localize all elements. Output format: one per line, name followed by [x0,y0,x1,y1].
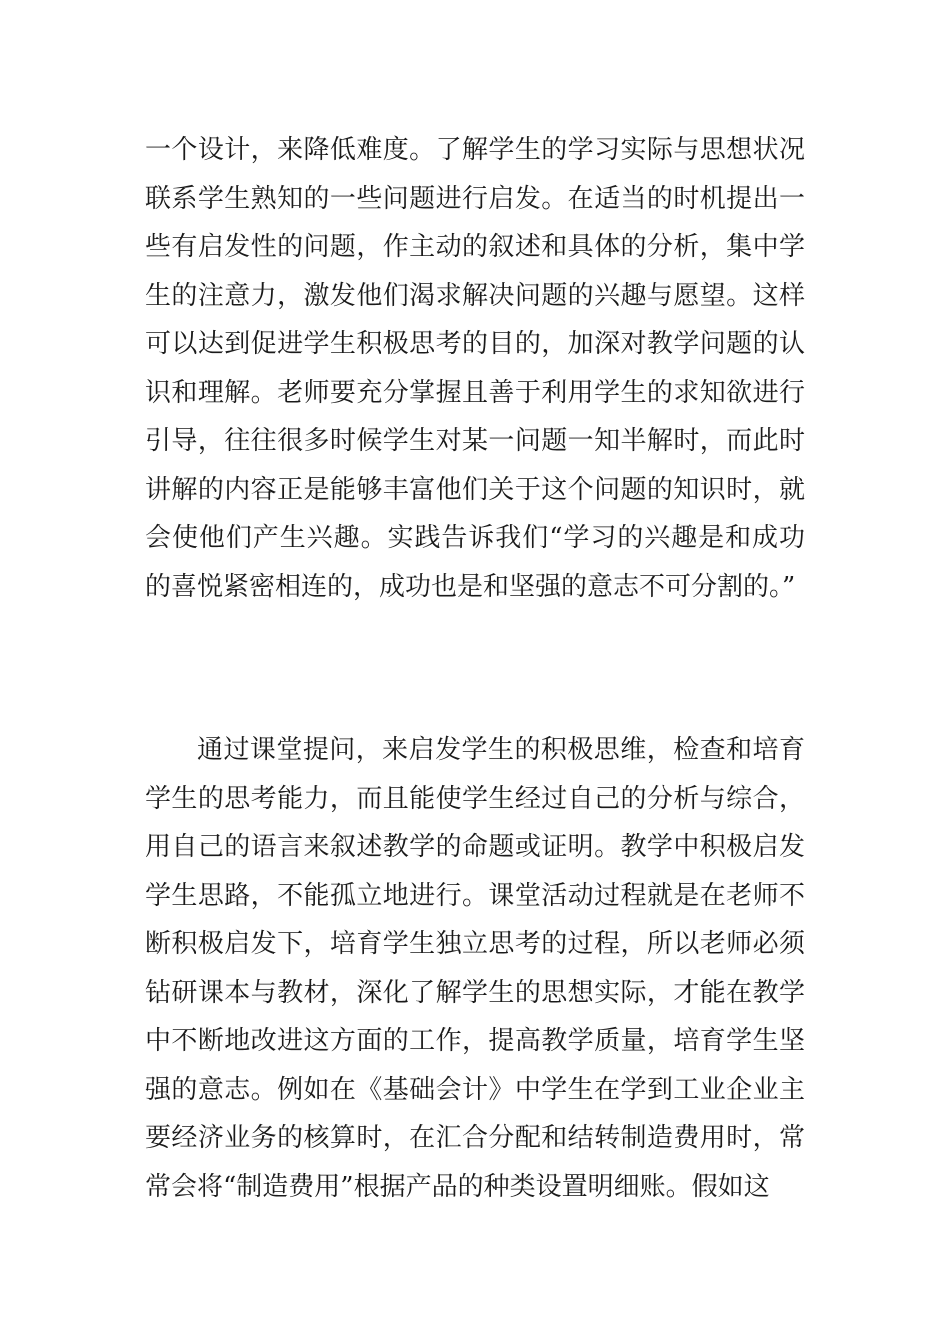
paragraph-1: 一个设计，来降低难度。了解学生的学习实际与思想状况联系学生熟知的一些问题进行启发。在适当的时机提出一些有启发性的问题，作主动的叙述和具体的分析，集中学生的注意力，激发他们渴求解决问题的兴趣与愿望。这样可以达到促进学生积极思考的目的，加深对教学问题的认识和理解。老师要充分掌握且善于利用学生的求知欲进行引导，往往很多时候学生对某一问题一知半解时，而此时讲解的内容正是能够丰富他们关于这个问题的知识时，就会使他们产生兴趣。实践告诉我们“学习的兴趣是和成功的喜悦紧密相连的，成功也是和坚强的意志不可分割的。” [145,135,805,602]
paragraph-2: 通过课堂提问，来启发学生的积极思维，检查和培育学生的思考能力，而且能使学生经过自己的分析与综合，用自己的语言来叙述教学的命题或证明。教学中积极启发学生思路，不能孤立地进行。课堂活动过程就是在老师不断积极启发下，培育学生独立思考的过程，所以老师必须钻研课本与教材，深化了解学生的思想实际，才能在教学中不断地改进这方面的工作，提高教学质量，培育学生坚强的意志。例如在《基础会计》中学生在学到工业企业主要经济业务的核算时，在汇合分配和结转制造费用时，常常会将“制造费用”根据产品的种类设置明细账。假如这 [145,735,805,1202]
